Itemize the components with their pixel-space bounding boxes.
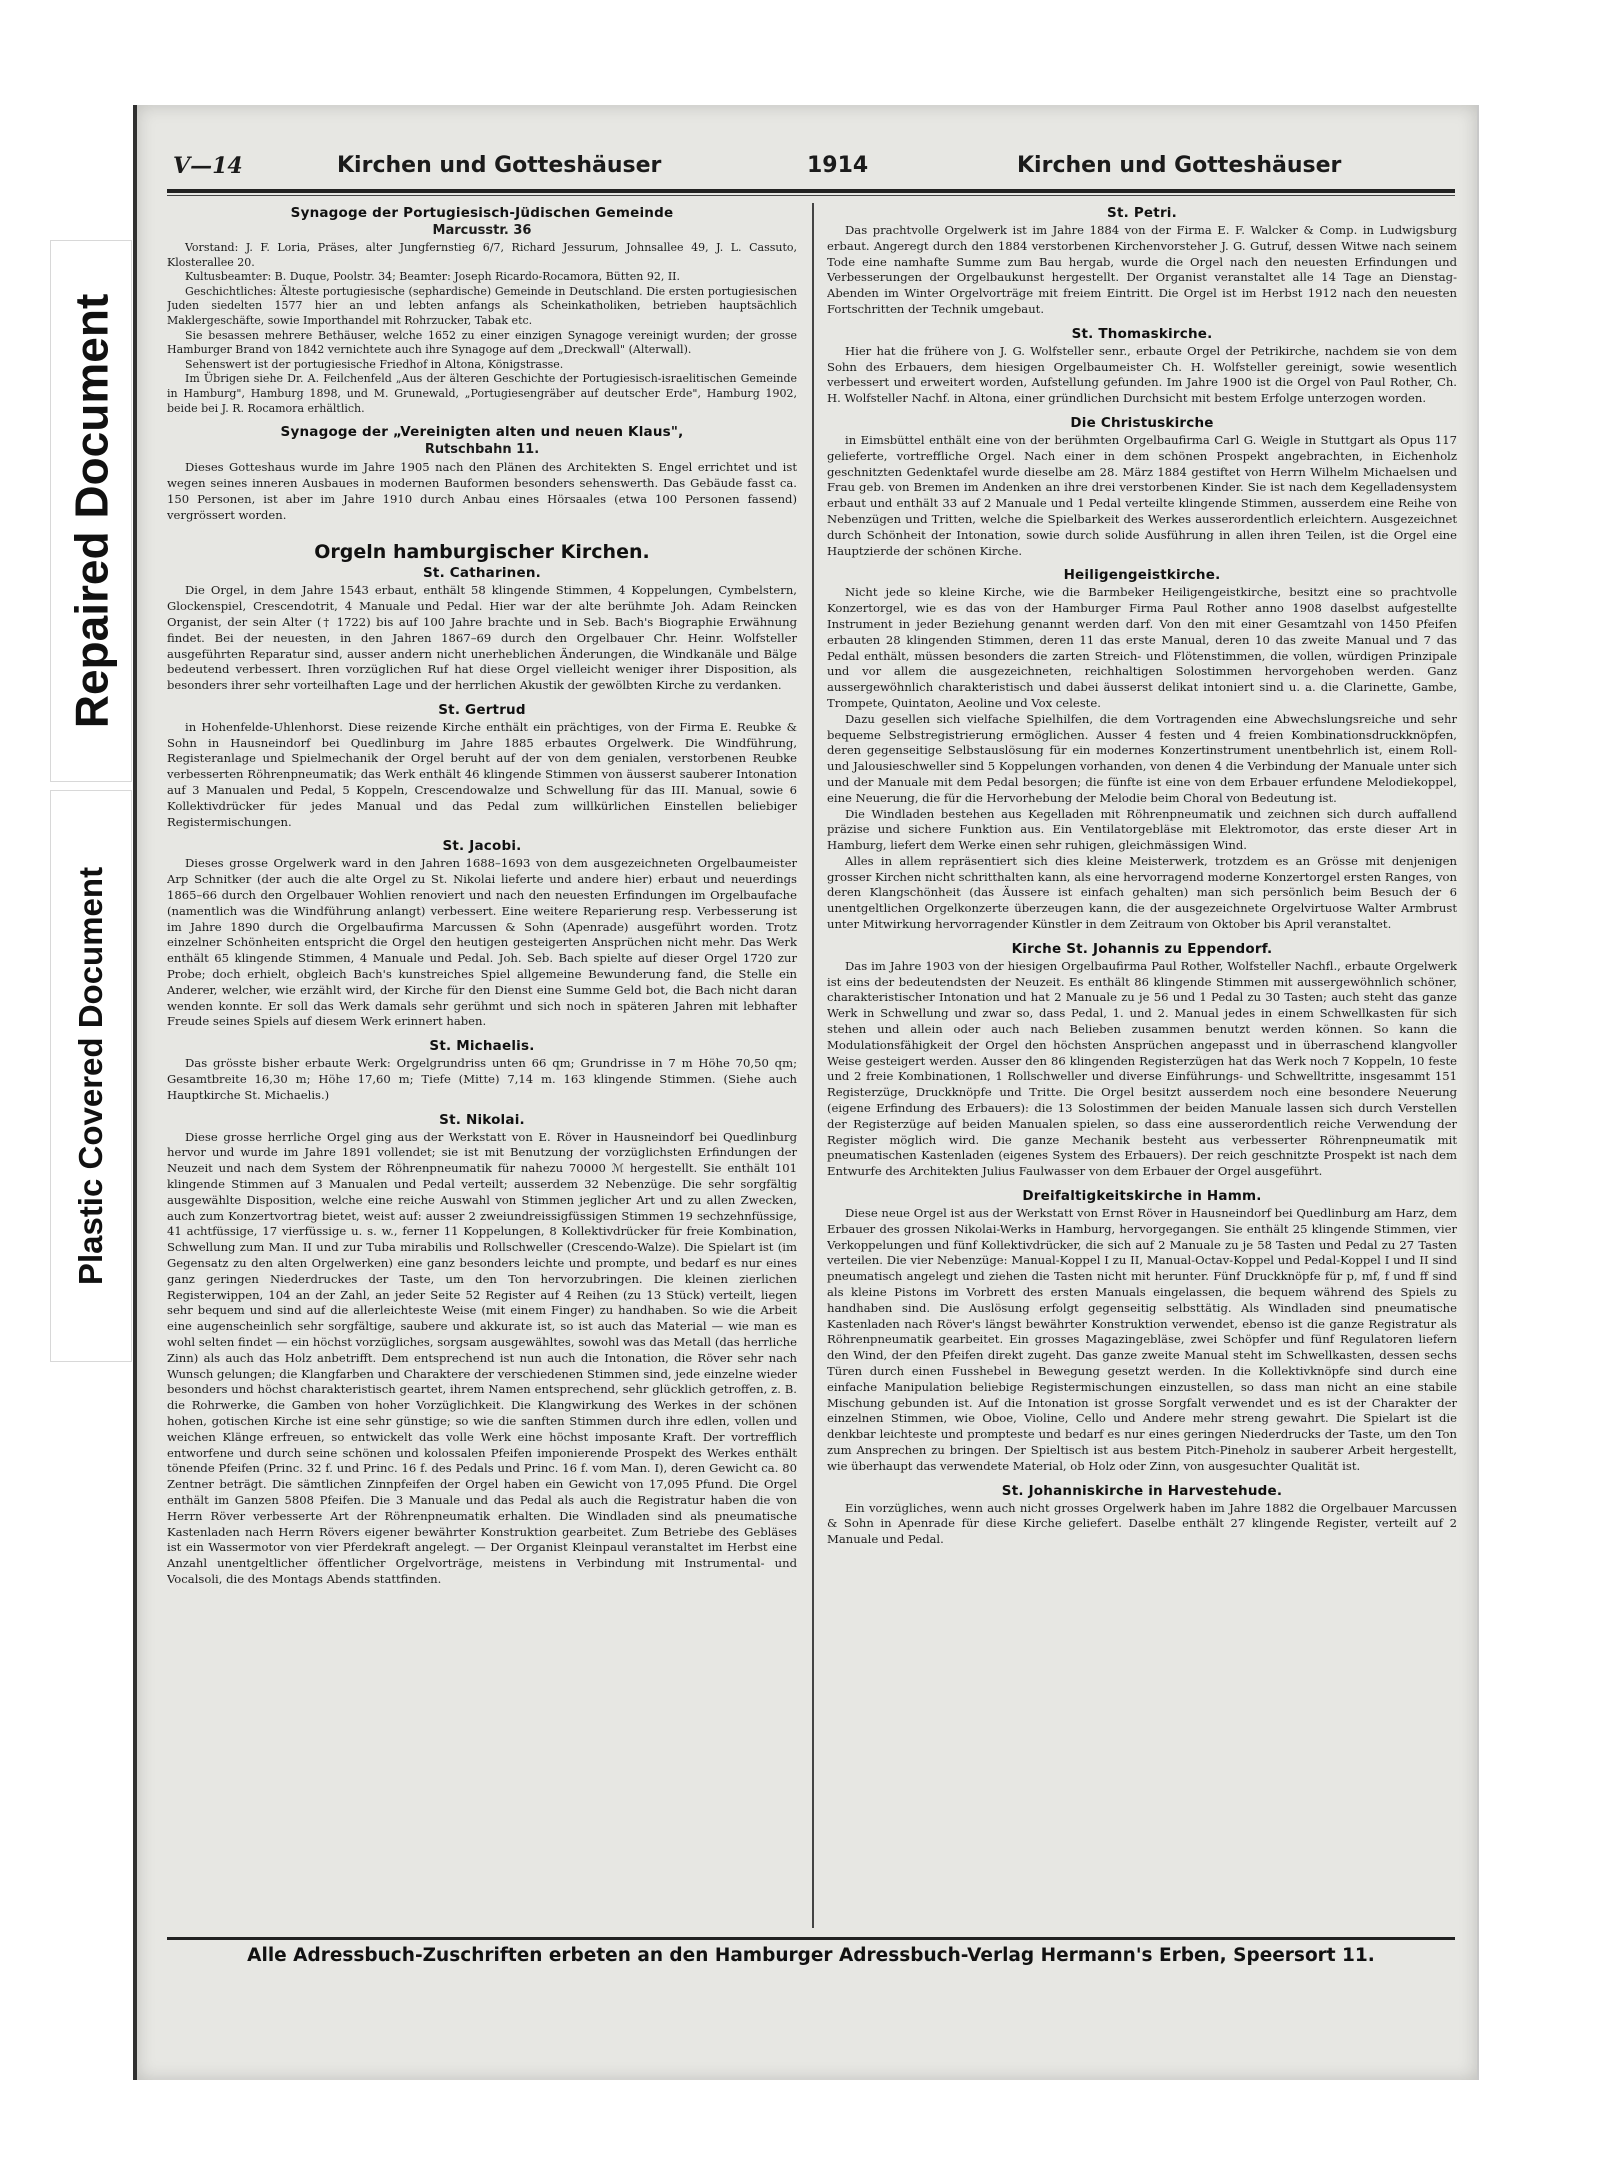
section-christuskirche (827, 415, 1457, 559)
page-number: V—14 (173, 153, 243, 179)
paragraph: Die Orgel, in dem Jahre 1543 erbaut, enthält 58 klingende Stimmen, 4 Koppelungen, Cymbelstern, Glockenspiel, Crescendotrit, 4 Manuale und Pedal. Hier war der alte berühmte Joh. Adam Reincken Organist, der sein Alter († 1722) bis auf 100 Jahre brachte und in Seb. Bach's Biographie Erwähnung findet. Bei der neuesten, in den Jahren 1867–69 durch den Orgelbauer Chr. Heinr. Wolfsteller ausgeführten Reparatur sind, ausser andern nicht unerheblichen Änderungen, die Windkanäle und Bälge bedeutend verbessert. Ihren vorzüglichen Ruf hat diese Orgel vielleicht weniger ihrer Disposition, als besonders ihrer sehr vorteilhaften Lage und der herrlichen Akustik der gewölbten Kirche zu verdanken. (167, 583, 797, 693)
paragraph: Das prachtvolle Orgelwerk ist im Jahre 1884 von der Firma E. F. Walcker & Comp. in Ludwigsburg erbaut. Angeregt durch den 1884 verstorbenen Kirchenvorsteher J. G. Gutruf, dessen Witwe nach seinem Tode eine namhafte Summe zum Bau hergab, wurde die Orgel nach den neuesten Erfindungen und Verbesserungen der Orgelbaukunst hergestellt. Der Organist veranstaltet alle 14 Tage an Dienstag-Abenden im Winter Orgelvorträge mit freiem Eintritt. Die Orgel ist im Herbst 1912 nach den neuesten Fortschritten der Technik umgebaut. (827, 223, 1457, 316)
header-rule-thin (167, 195, 1455, 196)
section-title: St. Catharinen. (423, 565, 541, 582)
section-title: St. Johanniskirche in Harvestehude. (1001, 1482, 1283, 1499)
section-heiligengeistkirche (827, 567, 1457, 933)
section-title: St. Nikolai. (439, 1111, 525, 1128)
left-column (167, 203, 797, 1933)
section-title: Dreifaltigkeitskirche in Hamm. (1022, 1188, 1262, 1205)
column-divider (812, 203, 814, 1928)
paragraph: Sie besassen mehrere Bethäuser, welche 1652 zu einer einzigen Synagoge vereinigt wurden; der grosse Hamburger Brand von 1842 vernichtete auch ihre Synagoge auf dem „Dreckwall" (Alterwall). (167, 328, 797, 357)
section-dreifaltigkeitskirche (827, 1188, 1457, 1475)
paragraph: Das im Jahre 1903 von der hiesigen Orgelbaufirma Paul Rother, Wolfsteller Nachfl., erbaute Orgelwerk ist eins der bedeutendsten der Neuzeit. Es enthält 86 klingende Stimmen mit aussergewöhnlich schöner, charakteristischer Intonation und hat 2 Manuale zu je 56 und 1 Pedal zu 30 Tasten; auch steht das ganze Werk in Schwellung und zwar so, dass Pedal, 1. und 2. Manual jedes in einem Schwellkasten für sich stehen und allein oder auch nach Belieben zusammen benutzt werden können. So kann die Modulationsfähigkeit der Orgel den höchsten Ansprüchen angepasst und in überraschend klangvoller Weise gesteigert werden. Ausser den 86 klingenden Registerzügen hat das Werk noch 7 Koppeln, 10 feste und 2 freie Kombinationen, 1 Rollschweller und diverse Einführungs- und Schwelltritte, insgesammt 151 Registerzüge, Druckknöpfe und Tritte. Die Orgel besitzt ausserdem noch eine besondere Neuerung (eigene Erfindung des Erbauers): die 13 Solostimmen der beiden Manuale lassen sich durch Verstellen der Registerzüge auf beiden Manualen spielen, so dass eine ausserordentlich reiche Verwendung der Register möglich wird. Die ganze Mechanik besteht aus verbesserter Röhrenpneumatik mit pneumatischen Kastenladen (eigenes System des Erbauers). Der reich geschnitzte Prospekt ist nach dem Entwurfe des Architekten Julius Faulwasser von dem Erbauer der Orgel ausgeführt. (827, 958, 1457, 1179)
section-subtitle: Marcusstr. 36 (432, 223, 532, 238)
section-title: Heiligengeistkirche. (1063, 567, 1221, 584)
section-gertrud (167, 702, 797, 831)
header-title-left: Kirchen und Gotteshäuser (337, 153, 662, 178)
section-title: Kirche St. Johannis zu Eppendorf. (1011, 940, 1273, 957)
repaired-document-label (50, 240, 132, 782)
scanned-page (133, 105, 1479, 2080)
plastic-covered-document-label (50, 790, 132, 1362)
section-synagoge-klaus (167, 424, 797, 523)
section-jacobi (167, 838, 797, 1030)
repaired-document-text: Repaired Document (65, 293, 117, 729)
right-column (827, 203, 1457, 1933)
paragraph: Vorstand: J. F. Loria, Präses, alter Jungfernstieg 6/7, Richard Jessurum, Johnsallee 49, J. L. Cassuto, Klosterallee 20. (167, 241, 797, 269)
orgeln-heading: Orgeln hamburgischer Kirchen. (314, 541, 650, 564)
section-synagoge-portugiesisch (167, 205, 797, 416)
section-title: St. Thomaskirche. (1071, 325, 1213, 342)
section-petri (827, 205, 1457, 318)
section-title: Die Christuskirche (1070, 414, 1214, 431)
paragraph: Das grösste bisher erbaute Werk: Orgelgrundriss unten 66 qm; Grundrisse in 7 m Höhe 70,50 qm; Gesamtbreite 16,30 m; Höhe 17,60 m; Tiefe (Mitte) 7,14 m. 163 klingende Stimmen. (Siehe auch Hauptkirche St. Michaelis.) (167, 1056, 797, 1102)
paragraph: Im Übrigen siehe Dr. A. Feilchenfeld „Aus der älteren Geschichte der Portugiesisch-israelitischen Gemeinde in Hamburg", Hamburg 1898, und M. Grunewald, „Portugiesengräber auf deutscher Erde", Hamburg 1902, beide bei J. R. Rocamora erhältlich. (167, 372, 797, 415)
paragraph: Kultusbeamter: B. Duque, Poolstr. 34; Beamter: Joseph Ricardo-Rocamora, Bütten 92, II. (185, 270, 680, 284)
paragraph: Dieses grosse Orgelwerk ward in den Jahren 1688–1693 von dem ausgezeichneten Orgelbaumeister Arp Schnitker (der auch die alte Orgel zu St. Nikolai lieferte und andere hier) erbaut und neuerdings 1865–66 durch den Orgelbauer Wohlien renoviert und nach den neuesten Erfindungen im Orgelbaufache (namentlich was die Windführung anlangt) verbessert. Eine weitere Reparierung resp. Verbesserung ist im Jahre 1890 durch die Orgelbaufirma Marcussen & Sohn (Apenrade) ausgeführt worden. Trotz einzelner Schönheiten entspricht die Orgel den heutigen gesteigerten Ansprüchen nicht mehr. Das Werk enthält 65 klingende Stimmen, 4 Manuale und Pedal. Joh. Seb. Bach spielte auf dieser Orgel 1720 zur Probe; doch erhielt, obgleich Bach's kunstreiches Spiel allgemeine Bewunderung fand, die Stelle ein Anderer, welcher, wie erzählt wird, der Kirche für den Dienst eine Summe Geld bot, die Bach nicht daran wenden konnte. Er soll das Werk damals sehr gerühmt und sich noch in späteren Jahren mit lebhafter Freude seines Spiels auf diesem Werk erinnert haben. (167, 856, 797, 1029)
section-title: St. Jacobi. (442, 838, 522, 855)
paragraph: Alles in allem repräsentiert sich dies kleine Meisterwerk, trotzdem es an Grösse mit denjenigen grosser Kirchen nicht schritthalten kann, als eine hervorragend moderne Konzertorgel ersten Ranges, von deren Klangschönheit (das Äussere ist einfach gehalten) man sich persönlich beim Besuch der 6 unentgeltlichen Orgelkonzerte überzeugen kann, die der ausgezeichnete Orgelvirtuose Walter Armbrust unter Mitwirkung hervorragender Künstler in dem Zeitraum von Oktober bis April veranstaltet. (827, 853, 1457, 932)
section-title: St. Michaelis. (429, 1038, 535, 1055)
paragraph: Nicht jede so kleine Kirche, wie die Barmbeker Heiligengeistkirche, besitzt eine so prachtvolle Konzertorgel, wie es das von der Hamburger Firma Paul Rother anno 1908 daselbst aufgestellte Instrument in jeder Beziehung genannt werden darf. Von den mit einer Gesamtzahl von 1450 Pfeifen erbauten 28 klingenden Stimmen, deren 11 das erste Manual, deren 10 das zweite Manual und 7 das Pedal enthält, müssen besonders die zarten Streich- und Flötenstimmen, die vollen, würdigen Prinzipale und vor allem die ausgezeichneten, reichhaltigen Solostimmen hervorgehoben werden. Ganz aussergewöhnlich charakteristisch und dabei äusserst delikat intoniert sind u. a. die Clarinette, Gambe, Trompete, Quintaton, Aeoline und Vox celeste. (827, 585, 1457, 710)
section-title: Synagoge der Portugiesisch-Jüdischen Gemeinde (290, 205, 674, 221)
page-content (167, 145, 1455, 2025)
paragraph: Diese neue Orgel ist aus der Werkstatt von Ernst Röver in Hausneindorf bei Quedlinburg am Harz, dem Erbauer des grossen Nikolai-Werks in Hamburg, hervorgegangen. Sie enthält 25 klingende Stimmen, vier Verkoppelungen und fünf Kollektivdrücker, die sich auf 2 Manuale zu je 58 Tasten und Pedal zu 27 Tasten verteilen. Die vier Nebenzüge: Manual-Koppel I zu II, Manual-Octav-Koppel und Pedal-Koppel I und II sind pneumatisch angelegt und ziehen die Tasten nicht mit herunter. Fünf Druckknöpfe für p, mf, f und ff sind als kleine Pistons im Vorbrett des ersten Manuals eingelassen, die bequem während des Spiels zu handhaben sind. Die Auslösung erfolgt gegenseitig selbsttätig. Als Windladen sind pneumatische Kastenladen nach Röver's längst bewährter Konstruktion verwendet, ebenso ist die ganze Registratur als Röhrenpneumatik gearbeitet. Ein grosses Magazingebläse, zwei Schöpfer und fünf Regulatoren liefern den Wind, der den Pfeifen direkt zugeht. Das ganze zweite Manual steht im Schwellkasten, dessen sechs Türen durch einen Fusshebel in Bewegung gesetzt werden. In die Kollektivknöpfe sind durch eine einfache Manipulation beliebige Registermischungen einzustellen, so dass man nicht an eine stabile Mischung gebunden ist. Auf die Intonation ist grosse Sorgfalt verwendet und es ist der Charakter der einzelnen Stimmen, wie Oboe, Violine, Cello und Andere mehr streng gewahrt. Die Spielart ist die denkbar leichteste und prompteste und bedarf es nur eines geringen Niederdrucks der Taste, um den Ton zum Ansprechen zu bringen. Der Spieltisch ist aus bestem Pitch-Pineholz in sauberer Arbeit hergestellt, wie überhaupt das verwendete Material, ob Holz oder Zinn, von ausgesuchter Qualität ist. (827, 1206, 1457, 1473)
paragraph: Ein vorzügliches, wenn auch nicht grosses Orgelwerk haben im Jahre 1882 die Orgelbauer Marcussen & Sohn in Apenrade für diese Kirche geliefert. Daselbe enthält 27 klingende Register, verteilt auf 2 Manuale und Pedal. (827, 1500, 1457, 1547)
paragraph: Diese grosse herrliche Orgel ging aus der Werkstatt von E. Röver in Hausneindorf bei Quedlinburg hervor und wurde im Jahre 1891 vollendet; sie ist mit Benutzung der vorzüglichsten Erfindungen der Neuzeit und nach dem System der Röhrenpneumatik für nahezu 70000 ℳ hergestellt. Sie enthält 101 klingende Stimmen auf 3 Manualen und Pedal verteilt; ausserdem 32 Nebenzüge. Die sehr sorgfältig ausgewählte Disposition, welche eine reiche Auswahl von Stimmen jeglicher Art und zu allen Zwecken, auch zum Konzertvortrag bietet, weist auf: ausser 2 zweiundreissigfüssigen Stimmen 19 sechzehnfüssige, 41 achtfüssige, 17 vierfüssige u. s. w., ferner 11 Koppelungen, 8 Kollektivdrücker für freie Kombination, Schwellung zum Man. II und zur Tuba mirabilis und Rollschweller (Crescendo-Walze). Die Spielart ist (im Gegensatz zu den alten Orgelwerken) eine ganz besonders leichte und prompte, und bedarf es nur eines ganz geringen Niederdruckes der Taste, um den Ton hervorzubringen. Die kleinen zierlichen Registerwippen, 104 an der Zahl, an jeder Seite 52 Register auf 4 Reihen (zu 13 Stück) verteilt, liegen sehr bequem und sind auf die allerleichteste Weise (mit einem Finger) zu handhaben. So wie die Arbeit eine augenscheinlich sehr sorgfältige, saubere und akkurate ist, so ist auch das Material — wie man es wohl selten findet — ein höchst vorzügliches, sorgsam ausgewähltes, sowohl was das Metall (das herrliche Zinn) als auch das Holz anbetrifft. Dem entsprechend ist nun auch die Intonation, die Röver sehr nach Wunsch gelungen; die Klangfarben und Charaktere der verschiedenen Stimmen sind, jede einzelne wieder besonders und höchst charakteristisch geartet, ihrem Namen entsprechend, sehr glücklich getroffen, z. B. die Rohrwerke, die Gamben von hoher Vorzüglichkeit. Die Klangwirkung des Werkes in der schönen hohen, gotischen Kirche ist eine sehr günstige; so wie die sanften Stimmen durch ihre edlen, vollen und weichen Klänge erfreuen, so entwickelt das volle Werk eine höchst imposante Kraft. Der vortrefflich entworfene und durch seine schönen und kolossalen Pfeifen imponierende Prospekt des Werkes enthält tönende Pfeifen (Princ. 32 f. und Princ. 16 f. des Pedals und Princ. 16 f. vom Man. I), deren Gewicht ca. 80 Zentner beträgt. Die sämtlichen Zinnpfeifen der Orgel haben ein Gewicht von 17,095 Pfund. Die Orgel enthält im Ganzen 5808 Pfeifen. Die 3 Manuale und das Pedal als auch die Registratur haben die von Herrn Röver verbesserte Art der Röhrenpneumatik erhalten. Die Windladen sind als pneumatische Kastenladen nach Herrn Rövers eigener bewährter Konstruktion gearbeitet. Zum Betriebe des Gebläses ist ein Wassermotor von vier Pferdekraft angelegt. — Der Organist Kleinpaul veranstaltet im Herbst eine Anzahl unentgeltlicher öffentlicher Orgelvorträge, meistens in Verbindung mit Instrumental- und Vocalsoli, die des Montags Abends stattfinden. (167, 1129, 797, 1586)
section-title: St. Petri. (1107, 205, 1177, 221)
section-michaelis (167, 1038, 797, 1103)
paragraph: in Hohenfelde-Uhlenhorst. Diese reizende Kirche enthält ein prächtiges, von der Firma E. Reubke & Sohn in Hausneindorf bei Quedlinburg im Jahre 1885 erbautes Orgelwerk. Die Windführung, Registeranlage und Spielmechanik der Orgel beruht auf der von dem genialen, verstorbenen Reubke verbesserten Röhrenpneumatik; das Werk enthält 46 klingende Stimmen von äusserst sauberer Intonation auf 3 Manualen und Pedal, 5 Koppeln, Crescendowalze und Schwellung für das III. Manual, sowie 6 Kollektivdrücker für jedes Manual und das Pedal zum willkürlichen Einstellen beliebiger Registermischungen. (167, 719, 797, 829)
running-header (167, 145, 1455, 189)
section-subtitle: Rutschbahn 11. (424, 442, 540, 458)
paragraph: Hier hat die frühere von J. G. Wolfsteller senr., erbaute Orgel der Petrikirche, nachdem sie von dem Sohn des Erbauers, dem hiesigen Orgelbaumeister Ch. H. Wolfsteller gereinigt, sowie wesentlich verbessert und erweitert worden, Aufstellung gefunden. Im Jahre 1900 ist die Orgel von Paul Rother, Ch. H. Wolfsteller Nachf. in Altona, einer gründlichen Durchsicht mit bestem Erfolge unterzogen worden. (827, 343, 1457, 406)
header-year: 1914 (807, 153, 869, 178)
footer-notice: Alle Adressbuch-Zuschriften erbeten an den Hamburger Adressbuch-Verlag Hermann's Erben, Speersort 11. (247, 1945, 1375, 1966)
paragraph: Dieses Gotteshaus wurde im Jahre 1905 nach den Plänen des Architekten S. Engel errichtet und ist wegen seines inneren Ausbaues in modernen Bauformen besonders sehenswerth. Das Gebäude fasst ca. 150 Personen, ist aber im Jahre 1910 durch Anbau eines Hörsaales (etwa 100 Personen fassend) vergrössert worden. (167, 460, 797, 522)
paragraph: Die Windladen bestehen aus Kegelladen mit Röhrenpneumatik und zeichnen sich durch auffallend präzise und sichere Funktion aus. Ein Ventilatorgebläse mit Elektromotor, das erste dieser Art in Hamburg, liefert dem Werke einen sehr ruhigen, gleichmässigen Wind. (827, 806, 1457, 853)
section-johannis-eppendorf (827, 941, 1457, 1180)
plastic-covered-document-text: Plastic Covered Document (72, 866, 109, 1286)
section-title: St. Gertrud (438, 701, 526, 718)
paragraph: in Eimsbüttel enthält eine von der berühmten Orgelbaufirma Carl G. Weigle in Stuttgart als Opus 117 gelieferte, vortreffliche Orgel. Nach einer in dem schönen Prospekt angebrachten, in Eichenholz geschnitzten Gedenktafel wurde dieselbe am 28. März 1884 gestiftet von Herrn Wilhelm Michaelsen und Frau geb. von Bremen im Andenken an ihre drei verstorbenen Kinder. Sie ist nach dem Kegelladensystem erbaut und enthält 33 auf 2 Manuale und 1 Pedal verteilte klingende Stimmen, ausserdem eine Reihe von Nebenzügen und Tritten, welche die Spielbarkeit des Werkes ausserordentlich erleichtern. Ausgezeichnet durch Schönheit der Intonation, sowie durch solide Ausführung in allen ihren Teilen, ist die Orgel eine Hauptzierde der schönen Kirche. (827, 432, 1457, 558)
header-rule (167, 189, 1455, 193)
header-title-right: Kirchen und Gotteshäuser (1017, 153, 1342, 178)
section-catharinen (167, 565, 797, 694)
footer-rule (167, 1937, 1455, 1940)
paragraph: Dazu gesellen sich vielfache Spielhilfen, die dem Vortragenden eine Abwechslungsreiche und sehr bequeme Selbstregistrierung ermöglichen. Ausser 4 festen und 4 freien Kombinationsdruckknöpfen, deren gegenseitige Selbstauslösung für ein modernes Konzertinstrument unentbehrlich ist, einem Roll- und Jalousieschweller sind 5 Koppelungen vorhanden, von denen 4 die Verbindung der Manuale unter sich und der Manuale mit dem Pedal besorgen; die fünfte ist eine von dem Erbauer erfundene Melodiekoppel, eine Neuerung, die für die Hervorhebung der Melodie beim Choral von Bedeutung ist. (827, 711, 1457, 805)
section-thomaskirche (827, 326, 1457, 407)
section-johannis-harvestehude (827, 1483, 1457, 1548)
section-title: Synagoge der „Vereinigten alten und neuen Klaus", (280, 424, 684, 441)
paragraph: Geschichtliches: Älteste portugiesische (sephardische) Gemeinde in Deutschland. Die ersten portugiesischen Juden siedelten 1577 hier an und lebten anfangs als Scheinkatholiken, betrieben hauptsächlich Maklergeschäfte, sowie Importhandel mit Rohrzucker, Tabak etc. (167, 284, 797, 327)
section-nikolai (167, 1112, 797, 1588)
paragraph: Sehenswert ist der portugiesische Friedhof in Altona, Königstrasse. (185, 357, 564, 371)
